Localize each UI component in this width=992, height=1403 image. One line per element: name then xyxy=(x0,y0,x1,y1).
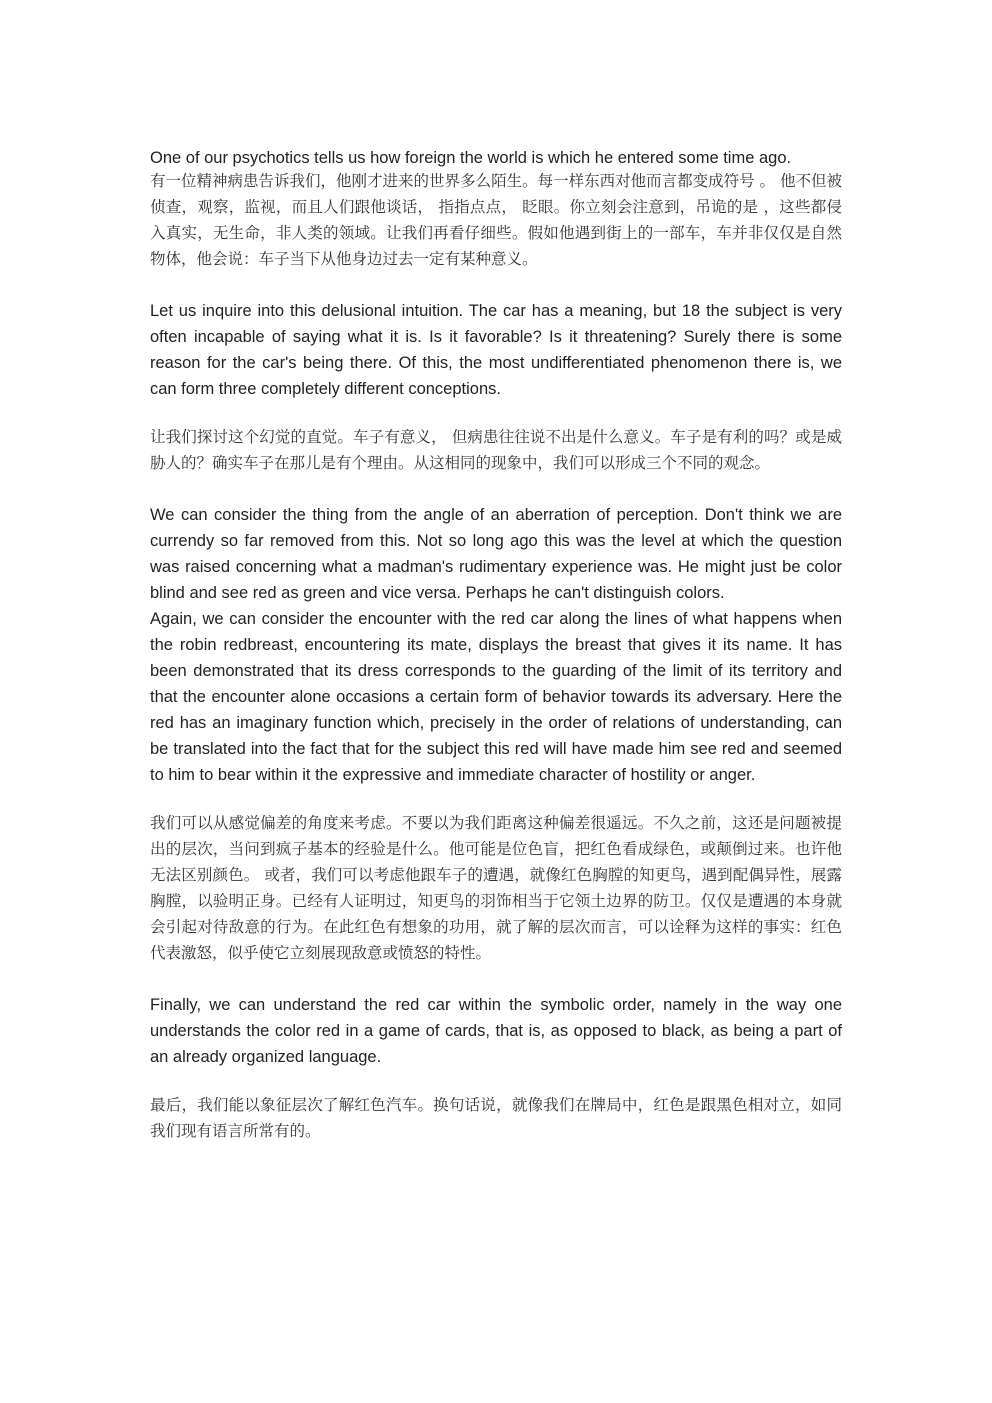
paragraph-en-symbolic-order: Finally, we can understand the red car within the symbolic order, namely in the way one understands the color red in a game of cards, that is, as opposed to black, as being a part of an already organized language. xyxy=(150,996,842,1066)
paragraph-zh-symbolic-order: 最后，我们能以象征层次了解红色汽车。换句话说，就像我们在牌局中，红色是跟黑色相对立，如同我们现有语言所常有的。 xyxy=(150,1096,842,1140)
paragraph-en-intro: One of our psychotics tells us how foreign the world is which he entered some time ago. xyxy=(150,149,792,167)
paragraph-en-robin-redbreast: Again, we can consider the encounter with the red car along the lines of what happens when the robin redbreast, encountering its mate, displays the breast that gives it its name. It has been demonstrated that its dress corresponds to the guarding of the limit of its territory and that the encounter alone occasions a certain form of behavior towards its adversary. Here the red has an imaginary function which, precisely in the order of relations of understanding, can be translated into the fact that for the subject this red will have made him see red and seemed to him to bear within it the expressive and immediate character of hostility or anger. xyxy=(150,610,842,784)
paragraph-en-delusional-intuition: Let us inquire into this delusional intuition. The car has a meaning, but 18 the subject is very often incapable of saying what it is. Is it favorable? Is it threatening? Surely there is some reason for the car's being there. Of this, the most undifferentiated phenomenon there is, we can form three completely different conceptions. xyxy=(150,302,842,398)
document-body xyxy=(150,148,842,1144)
paragraph-zh-intro: 有一位精神病患告诉我们，他刚才进来的世界多么陌生。每一样东西对他而言都变成符号 。 他不但被侦查，观察，监视，而且人们跟他谈话， 指指点点， 眨眼。你立刻会注意到，吊诡的是 ，这些都侵入真实，无生命，非人类的领域。让我们再看仔细些。假如他遇到街上的一部车，车并非仅仅是自然物体，他会说：车子当下从他身边过去一定有某种意义。 xyxy=(150,172,842,268)
paragraph-spacer xyxy=(150,476,842,502)
paragraph-spacer xyxy=(150,402,842,424)
paragraph-spacer xyxy=(150,1070,842,1092)
paragraph-zh-delusional-intuition: 让我们探讨这个幻觉的直觉。车子有意义， 但病患往往说不出是什么意义。车子是有利的吗？或是威胁人的？确实车子在那儿是有个理由。从这相同的现象中，我们可以形成三个不同的观念。 xyxy=(150,428,842,472)
paragraph-spacer xyxy=(150,788,842,810)
paragraph-zh-perception: 我们可以从感觉偏差的角度来考虑。不要以为我们距离这种偏差很遥远。不久之前，这还是问题被提出的层次，当问到疯子基本的经验是什么。他可能是位色盲，把红色看成绿色，或颠倒过来。也许他无法区别颜色。 或者，我们可以考虑他跟车子的遭遇，就像红色胸膛的知更鸟，遇到配偶异性，展露胸膛，以验明正身。已经有人证明过，知更鸟的羽饰相当于它领土边界的防卫。仅仅是遭遇的本身就会引起对待敌意的行为。在此红色有想象的功用，就了解的层次而言，可以诠释为这样的事实：红色代表激怒，似乎使它立刻展现敌意或愤怒的特性。 xyxy=(150,814,842,962)
paragraph-en-perception: We can consider the thing from the angle of an aberration of perception. Don't think we are currendy so far removed from this. Not so long ago this was the level at which the question was raised concerning what a madman's rudimentary experience was. He might just be color blind and see red as green and vice versa. Perhaps he can't distinguish colors. xyxy=(150,506,842,602)
paragraph-spacer xyxy=(150,272,842,298)
paragraph-spacer xyxy=(150,966,842,992)
